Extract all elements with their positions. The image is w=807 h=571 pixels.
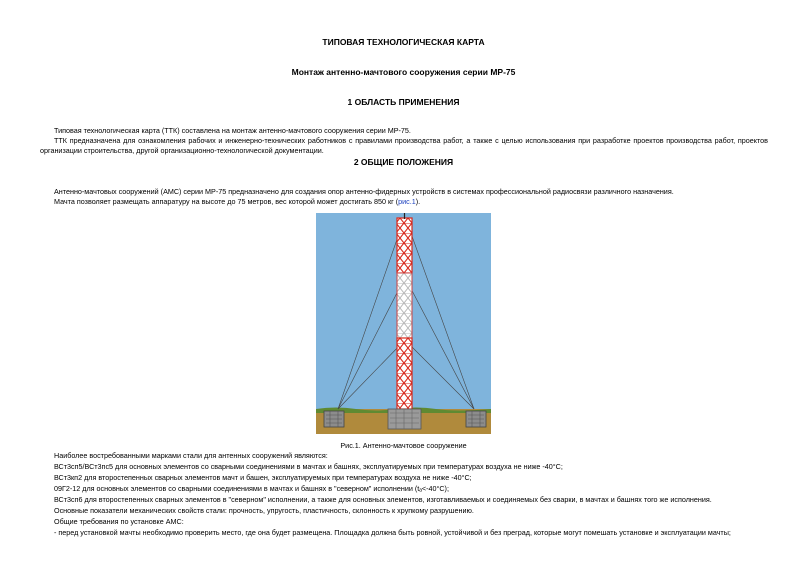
antenna-mast-figure — [316, 213, 491, 434]
list-line-2: ВСт3сп5/ВСт3пс5 для основных элементов со сварными соединениями в мачтах и башнях, эксплуатируемых при температурах воздуха не ниже -40°С; — [54, 462, 563, 471]
right-anchor — [466, 411, 486, 427]
section-1-heading: 1 ОБЛАСТЬ ПРИМЕНЕНИЯ — [347, 97, 460, 107]
s2-paragraph-2-text: Мачта позволяет размещать аппаратуру на высоте до 75 метров, вес которой может достигать 850 кг ( — [54, 197, 399, 206]
s1-paragraph-2: ТТК предназначена для ознакомления рабочих и инженерно-технических работников с правилами производства работ, а также с целью использования при разработке проектов производства работ, проектов организации строительства, другой организационно-технологической документации. — [40, 136, 768, 155]
list-line-7: Общие требования по установке АМС: — [54, 517, 184, 526]
s2-paragraph-1: Антенно-мачтовых сооружений (АМС) серии МР-75 предназначено для создания опор антенно-фидерных устройств в системах профессиональной радиосвязи различного назначения. — [54, 187, 674, 196]
s2-paragraph-2-end: ). — [415, 197, 421, 206]
list-line-1: Наиболее востребованными марками стали для антенных сооружений являются: — [54, 451, 328, 460]
s2-paragraph-2 — [54, 197, 420, 207]
document-title: ТИПОВАЯ ТЕХНОЛОГИЧЕСКАЯ КАРТА — [322, 37, 485, 47]
section-2-heading: 2 ОБЩИЕ ПОЛОЖЕНИЯ — [353, 157, 454, 167]
list-line-3: ВСт3кп2 для второстепенных сварных элементов мачт и башен, эксплуатируемых при температурах воздуха не ниже -40°С; — [54, 473, 472, 482]
s1-paragraph-1: Типовая технологическая карта (ТТК) составлена на монтаж антенно-мачтового сооружения серии МР-75. — [54, 126, 411, 135]
foundation — [388, 409, 421, 429]
list-line-6: Основные показатели механических свойств стали: прочность, упругость, пластичность, склонность к хрупкому разрушению. — [54, 506, 474, 515]
list-line-4: 09Г2-12 для основных элементов со сварными соединениями в мачтах и башнях в "северном" исполнении (tₐ<-40°С); — [54, 484, 449, 493]
figure-link[interactable]: рис.1 — [398, 197, 416, 206]
document-subtitle: Монтаж антенно-мачтового сооружения серии МР-75 — [291, 67, 516, 77]
figure-caption: Рис.1. Антенно-мачтовое сооружение — [340, 441, 467, 450]
left-anchor — [324, 411, 344, 427]
list-line-8: - перед установкой мачты необходимо проверить место, где она будет размещена. Площадка должна быть ровной, устойчивой и без преград, которые могут помешать установке и эксплуатации мачты; — [54, 528, 731, 537]
list-line-5: ВСт3сп6 для второстепенных сварных элементов в "северном" исполнении, а также для основных элементов, изготавливаемых и соединяемых без сварки, в мачтах и башнях того же исполнения. — [54, 495, 712, 504]
mast — [397, 213, 412, 409]
